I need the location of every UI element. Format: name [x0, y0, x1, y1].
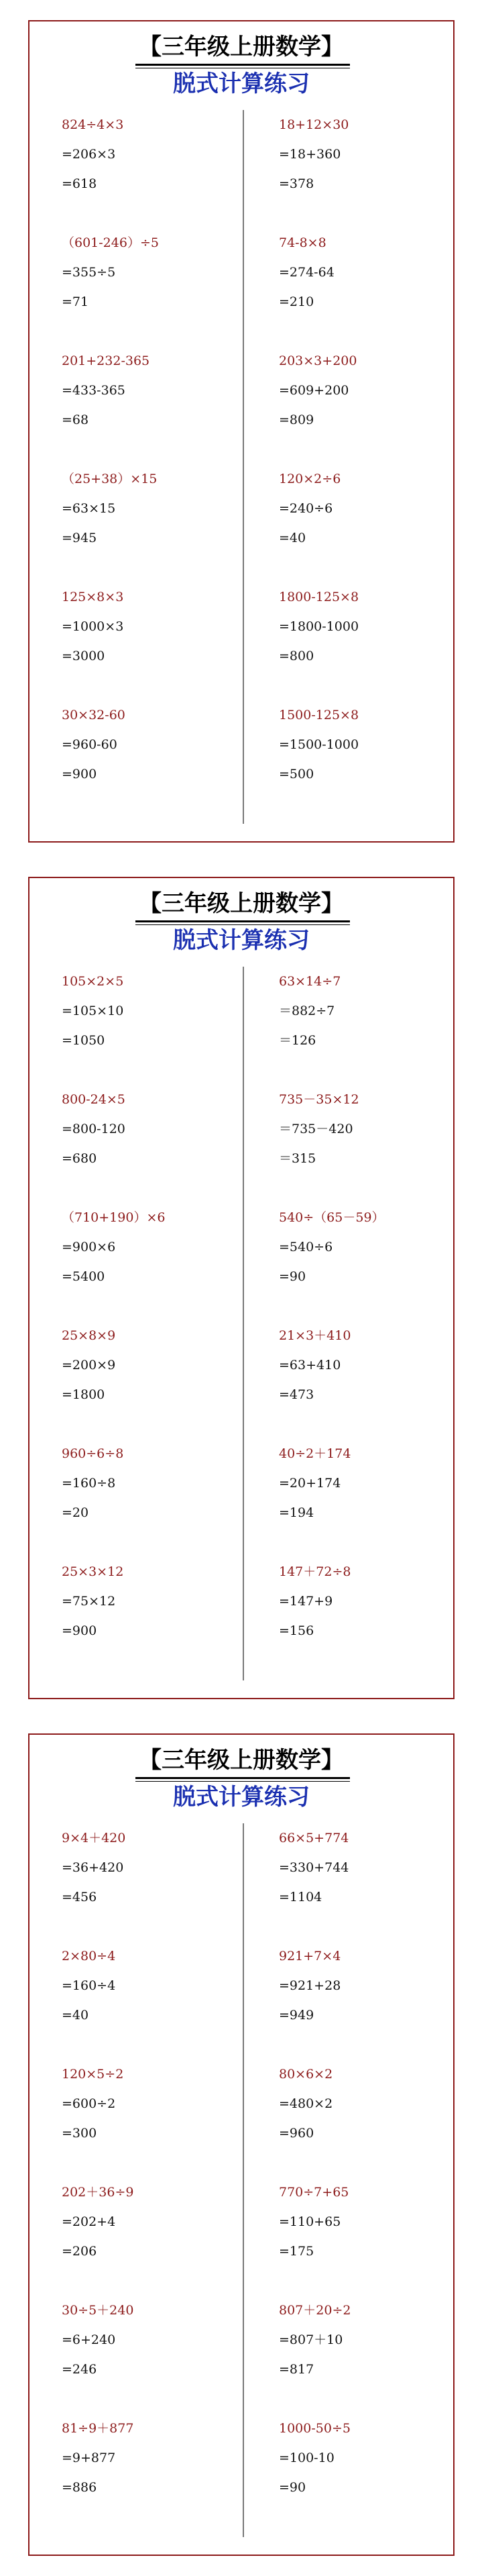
problem-step: =9+877 [62, 2451, 116, 2465]
problem-answer: =817 [279, 2362, 314, 2377]
problem [279, 700, 460, 818]
problem-expression: 80×6×2 [279, 2067, 333, 2082]
problem-answer: ＝126 [279, 1033, 316, 1048]
problem-step: =160÷8 [62, 1476, 116, 1491]
problem [62, 464, 243, 582]
problem [62, 228, 243, 346]
problem-answer: =680 [62, 1151, 97, 1166]
problem [62, 2059, 243, 2178]
problem-expression: 125×8×3 [62, 590, 124, 604]
problem [62, 582, 243, 700]
problem [62, 1439, 243, 1557]
problem [279, 2296, 460, 2414]
problem-step: =63+410 [279, 1358, 341, 1373]
left-column [62, 1823, 243, 2532]
problem-step: =18+360 [279, 147, 341, 162]
problem-answer: =378 [279, 176, 314, 191]
problem-answer: =886 [62, 2480, 97, 2495]
column-divider [243, 967, 244, 1680]
problem-answer: =1800 [62, 1387, 105, 1402]
problem-expression: 147＋72÷8 [279, 1564, 351, 1579]
problem-step: =36+420 [62, 1860, 124, 1875]
title-underline [135, 920, 350, 922]
problem [62, 1823, 243, 1941]
problem-step: ＝882÷7 [279, 1004, 335, 1018]
problem-step: =1500-1000 [279, 737, 359, 752]
problem-answer: =194 [279, 1505, 314, 1520]
column-divider [243, 110, 244, 824]
problem-expression: 201+232-365 [62, 354, 150, 368]
problem-step: =240÷6 [279, 501, 333, 516]
problem-expression: 66×5+774 [279, 1831, 349, 1845]
problem-answer: =175 [279, 2244, 314, 2259]
problem-expression: 120×2÷6 [279, 472, 341, 486]
right-column [279, 110, 460, 818]
problem-step: =609+200 [279, 383, 349, 398]
problem-step: =330+744 [279, 1860, 349, 1875]
problem [62, 2296, 243, 2414]
problem-answer: =40 [62, 2008, 89, 2023]
problem-step: =202+4 [62, 2214, 116, 2229]
problem [279, 1557, 460, 1675]
problem [279, 1941, 460, 2059]
problem [62, 2414, 243, 2532]
problem-answer: =40 [279, 531, 306, 545]
problem [279, 1321, 460, 1439]
left-column [62, 110, 243, 818]
problem [62, 110, 243, 228]
problem-step: ＝735－420 [279, 1122, 353, 1136]
problem-expression: 30÷5＋240 [62, 2303, 134, 2318]
problem-expression: 735－35×12 [279, 1092, 359, 1107]
problem-step: =110+65 [279, 2214, 341, 2229]
worksheet-page-3 [28, 1733, 455, 2556]
problem-answer: =210 [279, 294, 314, 309]
problem-step: =63×15 [62, 501, 116, 516]
problem [62, 2178, 243, 2296]
worksheet-subtitle: 脱式计算练习 [173, 70, 310, 97]
problem [279, 346, 460, 464]
problem-expression: 921+7×4 [279, 1949, 341, 1964]
problem-step: =800-120 [62, 1122, 125, 1136]
problem [62, 1203, 243, 1321]
problem-expression: 1000-50÷5 [279, 2421, 351, 2436]
problem-answer: =949 [279, 2008, 314, 2023]
problem [279, 464, 460, 582]
problem-expression: 74-8×8 [279, 235, 326, 250]
problem-answer: =206 [62, 2244, 97, 2259]
problem-expression: 63×14÷7 [279, 974, 341, 989]
problem [279, 582, 460, 700]
problem-step: =200×9 [62, 1358, 116, 1373]
problem-expression: （601-246）÷5 [62, 235, 159, 250]
problem [279, 1823, 460, 1941]
problem-answer: =68 [62, 413, 89, 427]
problem-expression: 824÷4×3 [62, 117, 124, 132]
problem-expression: 960÷6÷8 [62, 1446, 124, 1461]
problem-answer: =246 [62, 2362, 97, 2377]
problem [279, 1439, 460, 1557]
problem-step: =75×12 [62, 1594, 116, 1609]
right-column [279, 967, 460, 1675]
column-divider [243, 1823, 244, 2537]
problem-expression: 9×4＋420 [62, 1831, 126, 1845]
problem-answer: =71 [62, 294, 89, 309]
problem [62, 1941, 243, 2059]
problem [279, 967, 460, 1085]
problem-step: =921+28 [279, 1978, 341, 1993]
problem-expression: 203×3+200 [279, 354, 357, 368]
problem [62, 346, 243, 464]
problem-expression: 25×3×12 [62, 1564, 124, 1579]
problem-expression: 21×3＋410 [279, 1328, 351, 1343]
problem-step: =20+174 [279, 1476, 341, 1491]
problem-step: =274-64 [279, 265, 335, 280]
problem-expression: 120×5÷2 [62, 2067, 124, 2082]
left-column [62, 967, 243, 1675]
worksheet-title: 【三年级上册数学】 [139, 890, 344, 917]
problem-answer: =90 [279, 1269, 306, 1284]
worksheet-page-2 [28, 877, 455, 1699]
problem-answer: =90 [279, 2480, 306, 2495]
problem-expression: 30×32-60 [62, 708, 125, 722]
problem-expression: 800-24×5 [62, 1092, 125, 1107]
problem-answer: =1050 [62, 1033, 105, 1048]
problem-expression: 202＋36÷9 [62, 2185, 134, 2200]
problem-step: =600÷2 [62, 2096, 116, 2111]
problem [279, 2059, 460, 2178]
right-column [279, 1823, 460, 2532]
worksheet-title: 【三年级上册数学】 [139, 34, 344, 60]
problem-answer: =960 [279, 2126, 314, 2141]
worksheet-title: 【三年级上册数学】 [139, 1747, 344, 1774]
problem-answer: =156 [279, 1623, 314, 1638]
problem-answer: =20 [62, 1505, 89, 1520]
problem-expression: 807＋20÷2 [279, 2303, 351, 2318]
problem-step: =540÷6 [279, 1240, 333, 1254]
problem-answer: =473 [279, 1387, 314, 1402]
problem-expression: （25+38）×15 [62, 472, 158, 486]
problem-expression: 105×2×5 [62, 974, 124, 989]
problem-answer: =809 [279, 413, 314, 427]
problem [62, 967, 243, 1085]
problem-step: =355÷5 [62, 265, 116, 280]
problem [279, 110, 460, 228]
problem-expression: 40÷2＋174 [279, 1446, 351, 1461]
problem-step: =160÷4 [62, 1978, 116, 1993]
problem-step: =900×6 [62, 1240, 116, 1254]
problem-step: =960-60 [62, 737, 117, 752]
problem-step: =807＋10 [279, 2332, 343, 2347]
title-underline [135, 1777, 350, 1779]
problem-expression: 1500-125×8 [279, 708, 359, 722]
problem-step: =1000×3 [62, 619, 124, 634]
problem-step: =206×3 [62, 147, 116, 162]
problem-step: =1800-1000 [279, 619, 359, 634]
problem-step: =433-365 [62, 383, 125, 398]
worksheet-subtitle: 脱式计算练习 [173, 1784, 310, 1811]
problem-answer: =500 [279, 767, 314, 782]
problem-expression: 18+12×30 [279, 117, 349, 132]
problem-expression: 770÷7+65 [279, 2185, 349, 2200]
problem [279, 1085, 460, 1203]
problem-answer: =618 [62, 176, 97, 191]
problem-step: =100-10 [279, 2451, 335, 2465]
problem-answer: ＝315 [279, 1151, 316, 1166]
problem-answer: =800 [279, 649, 314, 663]
problem-expression: 540÷（65－59） [279, 1210, 385, 1225]
problem-expression: 1800-125×8 [279, 590, 359, 604]
problem-answer: =3000 [62, 649, 105, 663]
problem [62, 1557, 243, 1675]
problem [279, 2414, 460, 2532]
problem-step: =6+240 [62, 2332, 116, 2347]
problem-answer: =1104 [279, 1890, 322, 1904]
problem-answer: =900 [62, 767, 97, 782]
problem [62, 1085, 243, 1203]
problem [279, 1203, 460, 1321]
worksheet-subtitle: 脱式计算练习 [173, 927, 310, 954]
problem [279, 228, 460, 346]
problem [279, 2178, 460, 2296]
problem-answer: =945 [62, 531, 97, 545]
problem-expression: （710+190）×6 [62, 1210, 166, 1225]
problem-step: =147+9 [279, 1594, 333, 1609]
title-underline [135, 64, 350, 66]
problem-step: =105×10 [62, 1004, 124, 1018]
worksheet-page-1 [28, 20, 455, 843]
problem-expression: 81÷9＋877 [62, 2421, 134, 2436]
problem-answer: =456 [62, 1890, 97, 1904]
problem [62, 1321, 243, 1439]
problem-expression: 25×8×9 [62, 1328, 116, 1343]
problem-expression: 2×80÷4 [62, 1949, 116, 1964]
problem-answer: =300 [62, 2126, 97, 2141]
problem-step: =480×2 [279, 2096, 333, 2111]
problem-answer: =5400 [62, 1269, 105, 1284]
problem [62, 700, 243, 818]
problem-answer: =900 [62, 1623, 97, 1638]
